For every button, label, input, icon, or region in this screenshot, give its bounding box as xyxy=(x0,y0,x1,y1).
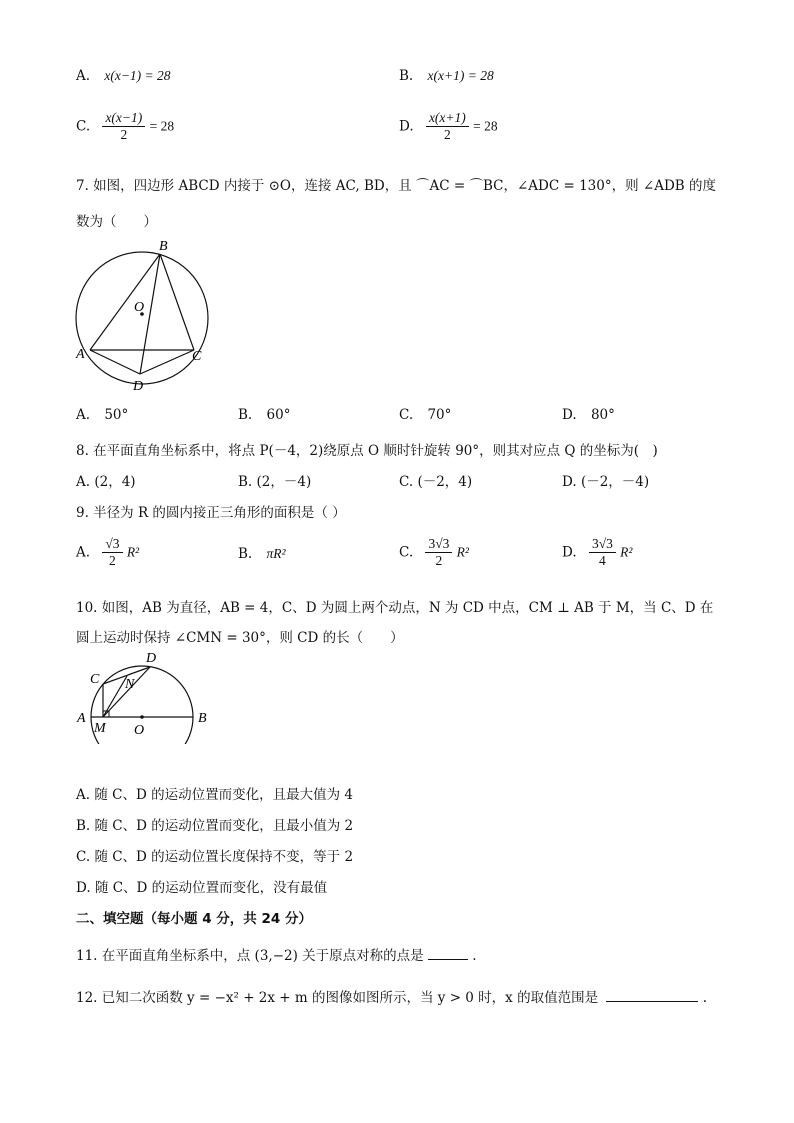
q7-option-b xyxy=(238,407,290,423)
q9-option-c xyxy=(399,536,469,569)
denominator: 2 xyxy=(443,127,451,142)
option-value: (2，－4) xyxy=(256,474,312,490)
option-label: D. xyxy=(562,474,577,490)
segment-ab xyxy=(90,254,160,350)
q7-option-a xyxy=(76,407,128,423)
option-label: C. xyxy=(399,407,414,423)
q12-end: . xyxy=(702,990,707,1006)
label-a: A xyxy=(77,711,86,726)
rhs: = 28 xyxy=(149,118,175,134)
option-label: C. xyxy=(76,849,91,865)
q8-option-c xyxy=(399,470,472,490)
option-label: C. xyxy=(399,544,414,561)
q7-figure xyxy=(70,236,220,396)
answer-blank[interactable] xyxy=(606,1001,698,1002)
option-label: B. xyxy=(399,68,414,84)
option-label: A. xyxy=(76,68,91,84)
numerator: x(x−1) xyxy=(102,110,145,127)
label-b: B xyxy=(159,239,168,254)
numerator: √3 xyxy=(102,536,122,553)
fraction xyxy=(102,536,122,569)
q9-stem: 9. 半径为 R 的圆内接正三角形的面积是（ ） xyxy=(76,505,346,521)
numerator: 3√3 xyxy=(425,536,452,553)
denominator: 2 xyxy=(109,553,116,568)
segment-dc xyxy=(140,350,194,374)
q7-stem-line2: 数为（ ） xyxy=(76,214,157,230)
q11-stem: 11. 在平面直角坐标系中，点 (3,−2) 关于原点对称的点是 xyxy=(76,948,424,964)
q12-stem: 12. 已知二次函数 y = −x² + 2x + m 的图像如图所示，当 y > 0 时，x 的取值范围是 xyxy=(76,990,599,1006)
q10-stem-line2: 圆上运动时保持 ∠CMN = 30°，则 CD 的长（ ） xyxy=(76,630,404,646)
q10-stem-line1: 10. 如图，AB 为直径，AB = 4，C、D 为圆上两个动点，N 为 CD 中点，CM ⊥ AB 于 M，当 C、D 在 xyxy=(76,600,714,616)
option-tail: R² xyxy=(620,544,633,560)
q9-option-d xyxy=(562,536,632,569)
segment-md xyxy=(103,667,150,717)
option-value: 60° xyxy=(266,407,291,423)
q10-option-d xyxy=(76,876,327,896)
q6-option-b xyxy=(399,68,494,84)
label-d: D xyxy=(133,379,144,394)
q7-stem-line1: 7. 如图，四边形 ABCD 内接于 ⊙O，连接 AC, BD，且 ⌒AC = ⌒BC，∠ADC = 130°，则 ∠ADB 的度 xyxy=(76,178,716,194)
label-o: O xyxy=(134,723,145,738)
q10-option-c xyxy=(76,845,353,865)
fraction xyxy=(425,536,452,569)
label-o: O xyxy=(134,300,145,315)
q9-option-b xyxy=(238,546,286,562)
option-value: 随 C、D 的运动位置长度保持不变，等于 2 xyxy=(94,849,354,865)
option-tail: R² xyxy=(456,544,469,560)
q6-option-c xyxy=(76,110,174,143)
q7-option-d xyxy=(562,407,615,423)
option-value: 随 C、D 的运动位置而变化，且最小值为 2 xyxy=(94,818,354,834)
option-label: B. xyxy=(238,407,253,423)
option-value: 80° xyxy=(590,407,615,423)
option-value: 随 C、D 的运动位置而变化，没有最值 xyxy=(94,880,328,896)
q8-option-a xyxy=(76,470,136,490)
denominator: 2 xyxy=(120,127,128,142)
q6-option-a xyxy=(76,68,171,84)
option-label: D. xyxy=(562,544,577,561)
option-label: B. xyxy=(238,474,253,490)
q8-stem: 8. 在平面直角坐标系中，将点 P(－4，2)绕原点 O 顺时针旋转 90°，则其对应点 Q 的坐标为( ) xyxy=(76,443,658,459)
option-value: 随 C、D 的运动位置而变化，且最大值为 4 xyxy=(94,787,353,803)
segment-ad xyxy=(90,350,140,374)
q12 xyxy=(76,986,707,1006)
label-n: N xyxy=(125,677,135,692)
option-label: A. xyxy=(76,544,91,561)
answer-blank[interactable] xyxy=(428,959,468,960)
option-label: D. xyxy=(76,880,91,896)
label-m: M xyxy=(94,721,106,736)
option-label: A. xyxy=(76,787,91,803)
label-a: A xyxy=(76,347,85,362)
section-heading: 二、填空题（每小题 4 分，共 24 分） xyxy=(76,911,312,927)
q9-option-a xyxy=(76,536,139,569)
numerator: x(x+1) xyxy=(426,110,469,127)
q8-option-b xyxy=(238,470,311,490)
label-b: B xyxy=(198,711,207,726)
rhs: = 28 xyxy=(473,118,498,134)
fraction xyxy=(102,110,145,143)
q10-figure xyxy=(72,648,222,744)
fraction xyxy=(589,536,616,569)
option-label: B. xyxy=(76,818,91,834)
option-value: (－2，4) xyxy=(417,474,473,490)
option-label: A. xyxy=(76,407,91,423)
option-label: D. xyxy=(399,118,414,135)
q11 xyxy=(76,944,477,964)
denominator: 4 xyxy=(599,553,606,568)
q10-option-a xyxy=(76,783,353,803)
q6-option-d xyxy=(399,110,498,143)
label-d: D xyxy=(146,651,157,666)
option-label: B. xyxy=(238,546,253,562)
center-point xyxy=(140,715,144,719)
fraction xyxy=(426,110,469,143)
option-tail: R² xyxy=(126,544,140,560)
q10-option-b xyxy=(76,814,353,834)
q7-option-c xyxy=(399,407,451,423)
denominator: 2 xyxy=(435,553,443,568)
option-expr: x(x−1) = 28 xyxy=(104,68,171,83)
option-label: C. xyxy=(399,474,414,490)
option-label: D. xyxy=(562,407,577,423)
option-label: A. xyxy=(76,474,91,490)
q8-option-d xyxy=(562,470,649,490)
option-value: 50° xyxy=(104,407,129,423)
option-value: (2，4) xyxy=(94,474,136,490)
option-label: C. xyxy=(76,118,91,135)
numerator: 3√3 xyxy=(589,536,616,553)
option-value: (－2，－4) xyxy=(580,474,650,490)
option-value: πR² xyxy=(266,546,286,561)
q11-end: . xyxy=(472,948,477,964)
segment-bc xyxy=(160,254,194,350)
option-value: 70° xyxy=(427,407,452,423)
label-c: C xyxy=(192,349,202,364)
option-expr: x(x+1) = 28 xyxy=(427,68,494,83)
label-c: C xyxy=(90,672,100,687)
